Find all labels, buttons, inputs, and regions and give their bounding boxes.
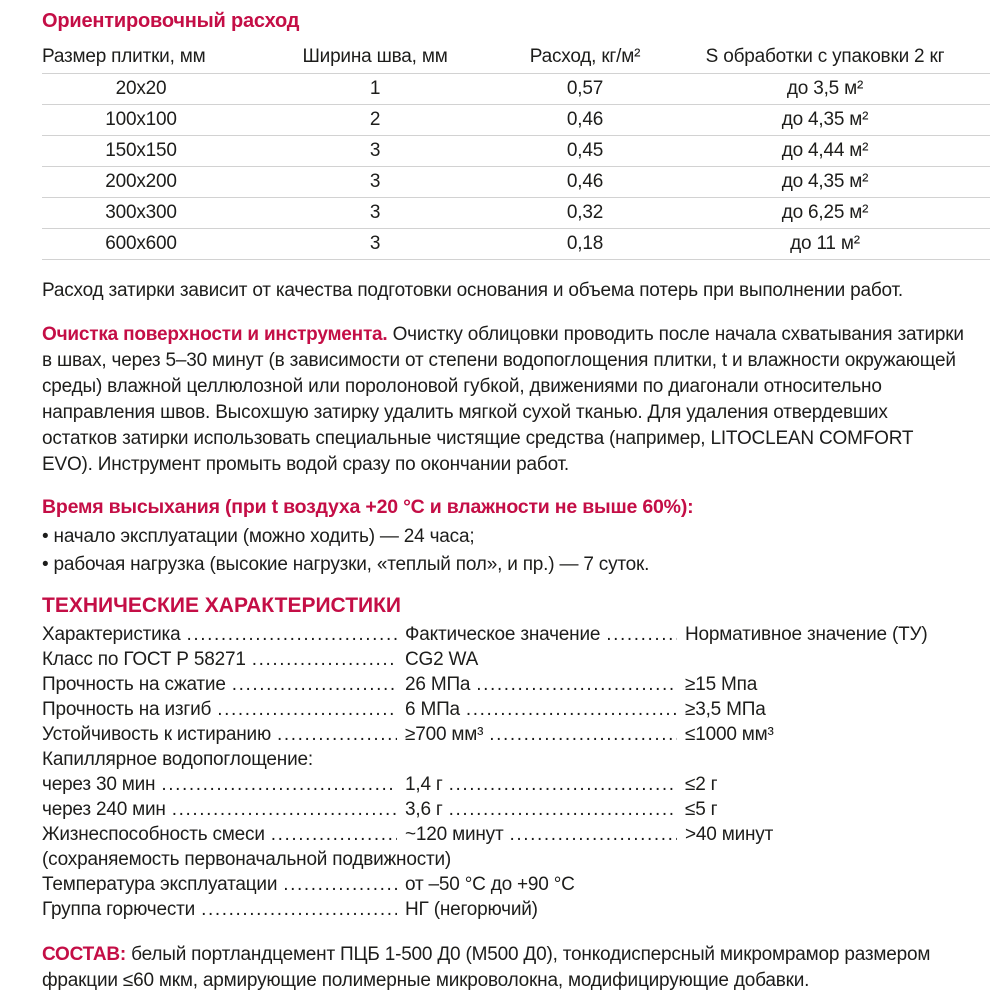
composition-lead: СОСТАВ: bbox=[42, 944, 127, 965]
tech-value-text: ≥700 мм³ bbox=[405, 724, 484, 745]
tech-value bbox=[405, 624, 685, 646]
cell-coverage: до 4,35 м² bbox=[781, 109, 869, 130]
tech-label bbox=[42, 649, 405, 671]
cell-consumption: 0,32 bbox=[566, 202, 604, 223]
consumption-table-title: Ориентировочный расход bbox=[42, 10, 300, 32]
col-header-consumption: Расход, кг/м² bbox=[529, 46, 641, 67]
tech-row bbox=[42, 699, 964, 724]
dot-leader bbox=[466, 699, 677, 721]
list-item: • начало эксплуатации (можно ходить) — 24 часа; bbox=[42, 523, 964, 551]
cell-joint-width: 1 bbox=[369, 78, 381, 99]
tech-value bbox=[405, 699, 685, 721]
dot-leader bbox=[232, 674, 397, 696]
table-row bbox=[42, 229, 990, 260]
cell-tile-size: 200х200 bbox=[105, 171, 177, 192]
tech-value bbox=[405, 799, 685, 821]
tech-norm: ≤1000 мм³ bbox=[685, 724, 774, 745]
table-row bbox=[42, 198, 990, 229]
tech-value-text: ~120 минут bbox=[405, 824, 504, 845]
tech-label bbox=[42, 874, 405, 896]
dot-leader bbox=[449, 774, 677, 796]
tech-label-text: Группа горючести bbox=[42, 899, 196, 920]
cell-tile-size: 300х300 bbox=[105, 202, 177, 223]
dot-leader bbox=[172, 799, 397, 821]
tech-label bbox=[42, 899, 405, 921]
cell-consumption: 0,46 bbox=[566, 171, 604, 192]
dot-leader bbox=[252, 649, 397, 671]
cell-joint-width: 3 bbox=[369, 202, 381, 223]
tech-value bbox=[405, 724, 685, 746]
tech-label bbox=[42, 624, 405, 646]
tech-label bbox=[42, 699, 405, 721]
tech-value-text: 1,4 г bbox=[405, 774, 443, 795]
table-row bbox=[42, 167, 990, 198]
cell-joint-width: 2 bbox=[369, 109, 381, 130]
col-header-joint-width: Ширина шва, мм bbox=[302, 46, 448, 67]
tech-value-text: Фактическое значение bbox=[405, 624, 601, 645]
tech-norm: ≥3,5 МПа bbox=[685, 699, 766, 720]
tech-norm: >40 минут bbox=[685, 824, 774, 845]
dot-leader bbox=[201, 899, 397, 921]
tech-row bbox=[42, 799, 964, 824]
tech-label-text: Класс по ГОСТ Р 58271 bbox=[42, 649, 246, 670]
tech-value-text: 26 МПа bbox=[405, 674, 471, 695]
dot-leader bbox=[161, 774, 397, 796]
consumption-table-header-row bbox=[42, 41, 990, 74]
cell-tile-size: 600х600 bbox=[105, 233, 177, 254]
tech-label-text: Жизнеспособность смеси bbox=[42, 824, 265, 845]
consumption-note: Расход затирки зависит от качества подготовки основания и объема потерь при выполнении работ. bbox=[42, 280, 903, 301]
tech-value bbox=[405, 674, 685, 696]
cell-consumption: 0,57 bbox=[566, 78, 604, 99]
cell-tile-size: 100х100 bbox=[105, 109, 177, 130]
cell-consumption: 0,45 bbox=[566, 140, 604, 161]
tech-label bbox=[42, 799, 405, 821]
list-item: • рабочая нагрузка (высокие нагрузки, «теплый пол», и пр.) — 7 суток. bbox=[42, 551, 964, 579]
cleaning-paragraph bbox=[42, 322, 964, 478]
cell-consumption: 0,18 bbox=[566, 233, 604, 254]
cell-joint-width: 3 bbox=[369, 140, 381, 161]
tech-row bbox=[42, 849, 964, 874]
tech-label-text: через 240 мин bbox=[42, 799, 166, 820]
composition-paragraph bbox=[42, 942, 964, 994]
cell-coverage: до 6,25 м² bbox=[781, 202, 869, 223]
tech-label-text: через 30 мин bbox=[42, 774, 156, 795]
tech-value: CG2 WA bbox=[405, 649, 479, 670]
dot-leader bbox=[271, 824, 397, 846]
cell-tile-size: 20х20 bbox=[115, 78, 167, 99]
tech-value-text: 6 МПа bbox=[405, 699, 460, 720]
tech-row bbox=[42, 624, 964, 649]
dot-leader bbox=[283, 874, 397, 896]
dot-leader bbox=[277, 724, 397, 746]
cell-consumption: 0,46 bbox=[566, 109, 604, 130]
dot-leader bbox=[186, 624, 397, 646]
cell-coverage: до 4,44 м² bbox=[781, 140, 869, 161]
cell-joint-width: 3 bbox=[369, 171, 381, 192]
cell-coverage: до 4,35 м² bbox=[781, 171, 869, 192]
dot-leader bbox=[509, 824, 677, 846]
tech-row bbox=[42, 874, 964, 899]
tech-row bbox=[42, 749, 964, 774]
table-row bbox=[42, 105, 990, 136]
tech-label-text: Прочность на изгиб bbox=[42, 699, 212, 720]
tech-label-text: Температура эксплуатации bbox=[42, 874, 278, 895]
tech-specs-list bbox=[42, 624, 964, 924]
tech-value: НГ (негорючий) bbox=[405, 899, 538, 920]
table-row bbox=[42, 74, 990, 105]
drying-time-title: Время высыхания (при t воздуха +20 °С и влажности не выше 60%): bbox=[42, 496, 694, 518]
tech-label bbox=[42, 824, 405, 846]
cell-coverage: до 11 м² bbox=[790, 233, 860, 254]
tech-row bbox=[42, 899, 964, 924]
cell-coverage: до 3,5 м² bbox=[786, 78, 864, 99]
tech-value bbox=[405, 774, 685, 796]
tech-label bbox=[42, 674, 405, 696]
tech-norm: ≥15 Мпа bbox=[685, 674, 758, 695]
tech-norm: Нормативное значение (ТУ) bbox=[685, 624, 928, 645]
tech-subnote: (сохраняемость первоначальной подвижности) bbox=[42, 849, 452, 870]
tech-norm: ≤2 г bbox=[685, 774, 718, 795]
tech-subheading: Капиллярное водопоглощение: bbox=[42, 749, 313, 770]
tech-label-text: Прочность на сжатие bbox=[42, 674, 226, 695]
tech-row bbox=[42, 724, 964, 749]
col-header-tile-size: Размер плитки, мм bbox=[42, 46, 206, 67]
tech-label bbox=[42, 724, 405, 746]
cleaning-body: Очистку облицовки проводить после начала схватывания затирки в швах, через 5–30 минут (в зависимости от степени водопоглощения плитки, t и влажности окружающей среды) влажной целлюлозной или поролоновой губкой, движениями по диагонали относительно направления швов. Высохшую затирку удалить мягкой сухой тканью. Для удаления отвердевших остатков затирки использовать специальные чистящие средства (например, LITOCLEAN COMFORT EVO). Инструмент промыть водой сразу по окончании работ. bbox=[42, 324, 964, 475]
tech-norm: ≤5 г bbox=[685, 799, 718, 820]
tech-row bbox=[42, 824, 964, 849]
composition-body: белый портландцемент ПЦБ 1-500 Д0 (М500 Д0), тонкодисперсный микромрамор размером фракции ≤60 мкм, армирующие полимерные микроволокна, модифицирующие добавки. bbox=[42, 944, 931, 991]
tech-label-text: Характеристика bbox=[42, 624, 181, 645]
dot-leader bbox=[449, 799, 677, 821]
tech-value bbox=[405, 824, 685, 846]
tech-value: от –50 °С до +90 °С bbox=[405, 874, 575, 895]
col-header-coverage: S обработки с упаковки 2 кг bbox=[705, 46, 945, 67]
tech-specs-title: ТЕХНИЧЕСКИЕ ХАРАКТЕРИСТИКИ bbox=[42, 594, 402, 617]
consumption-table bbox=[42, 41, 990, 260]
tech-row bbox=[42, 774, 964, 799]
cleaning-lead: Очистка поверхности и инструмента. bbox=[42, 324, 388, 345]
dot-leader bbox=[489, 724, 677, 746]
drying-bullet-list bbox=[42, 523, 964, 578]
cell-joint-width: 3 bbox=[369, 233, 381, 254]
tech-row bbox=[42, 674, 964, 699]
tech-row bbox=[42, 649, 964, 674]
dot-leader bbox=[606, 624, 677, 646]
tech-label-text: Устойчивость к истиранию bbox=[42, 724, 272, 745]
tech-value-text: 3,6 г bbox=[405, 799, 443, 820]
table-row bbox=[42, 136, 990, 167]
dot-leader bbox=[476, 674, 677, 696]
dot-leader bbox=[217, 699, 397, 721]
cell-tile-size: 150х150 bbox=[105, 140, 177, 161]
tech-label bbox=[42, 774, 405, 796]
